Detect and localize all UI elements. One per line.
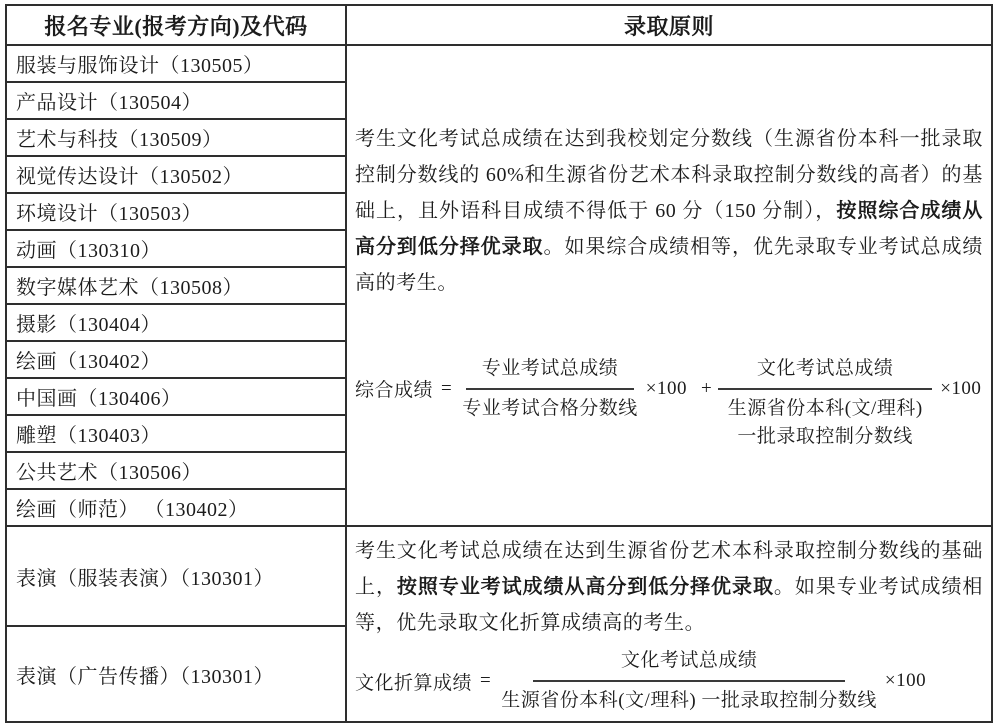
major-cell: 视觉传达设计（130502）: [6, 156, 346, 193]
formula1-plus-sign: +: [700, 377, 713, 399]
formula2-denominator: 生源省份本科(文/理科) 一批录取控制分数线: [501, 690, 877, 711]
major-cell: 产品设计（130504）: [6, 82, 346, 119]
formula2-label: 文化折算成绩: [355, 672, 473, 694]
rule1-text-bold: 按照综合成绩从高分到低分择优录取: [355, 199, 983, 258]
rule2-paragraph: [355, 533, 983, 641]
major-cell: 中国画（130406）: [6, 378, 346, 415]
admission-rules-table: [5, 4, 993, 723]
rule2-text-part1: 考生文化考试总成绩在达到生源省份艺术本科录取控制分数线的基础上，: [355, 540, 983, 598]
formula1-equals-sign: =: [441, 377, 453, 399]
formula1-frac2-numerator: 文化考试总成绩: [756, 357, 894, 379]
major-cell: 雕塑（130403）: [6, 415, 346, 452]
formula2-numerator: 文化考试总成绩: [620, 650, 758, 671]
rule1-text-part1: 考生文化考试总成绩在达到我校划定分数线（生源省份本科一批录取控制分数线的 60%和生源省份艺术本科录取控制分数线的高者）的基础上，且外语科目成绩不得低于 60 分（150 分制），: [355, 127, 983, 222]
rule1-paragraph: [355, 121, 983, 301]
rule2-content: [355, 533, 983, 715]
rule2-text-bold: 按照专业考试成绩从高分到低分择优录取: [396, 576, 774, 598]
table-header-row: [6, 5, 992, 45]
formula1-times-100-first: ×100: [645, 377, 687, 399]
major-cell: 艺术与科技（130509）: [6, 119, 346, 156]
rule1-cell: [346, 45, 992, 526]
major-cell: 绘画（130402）: [6, 341, 346, 378]
table-row: [6, 526, 992, 626]
formula1-fraction-2: [718, 327, 932, 451]
formula1-label: 综合成绩: [355, 380, 434, 401]
major-cell: 绘画（师范） （130402）: [6, 489, 346, 526]
column-header-majors: 报名专业(报考方向)及代码: [6, 5, 346, 45]
major-cell: 服装与服饰设计（130505）: [6, 45, 346, 82]
formula1-frac2-denominator-line1: 生源省份本科(文/理科): [727, 397, 923, 419]
formula2-times-100: ×100: [884, 670, 927, 691]
major-cell: 动画（130310）: [6, 230, 346, 267]
composite-score-formula: [355, 327, 983, 451]
fraction-bar: [466, 388, 634, 390]
rule1-text-part2: 。如果综合成绩相等，优先录取专业考试总成绩高的考生。: [355, 235, 983, 294]
rule2-cell: [346, 526, 992, 722]
formula1-frac1-numerator: 专业考试总成绩: [481, 357, 619, 379]
rule2-text-part2: 。如果专业考试成绩相等，优先录取文化折算成绩高的考生。: [355, 576, 983, 634]
rule1-content: [355, 121, 983, 451]
major-cell: 表演（广告传播）（130301）: [6, 626, 346, 722]
major-cell: 数字媒体艺术（130508）: [6, 267, 346, 304]
formula1-fraction-1: [462, 355, 638, 423]
formula2-fraction: [501, 647, 877, 715]
major-cell: 公共艺术（130506）: [6, 452, 346, 489]
major-cell: 表演（服装表演）（130301）: [6, 526, 346, 626]
formula2-equals-sign: =: [480, 670, 492, 691]
formula1-frac2-denominator-line2: 一批录取控制分数线: [737, 425, 913, 447]
fraction-bar: [533, 680, 845, 682]
major-cell: 摄影（130404）: [6, 304, 346, 341]
formula1-frac1-denominator: 专业考试合格分数线: [462, 397, 638, 419]
major-cell: 环境设计（130503）: [6, 193, 346, 230]
fraction-bar: [718, 388, 932, 390]
formula1-times-100-second: ×100: [940, 377, 982, 399]
column-header-principles: 录取原则: [346, 5, 992, 45]
converted-culture-score-formula: [355, 647, 983, 715]
table-row: [6, 45, 992, 82]
